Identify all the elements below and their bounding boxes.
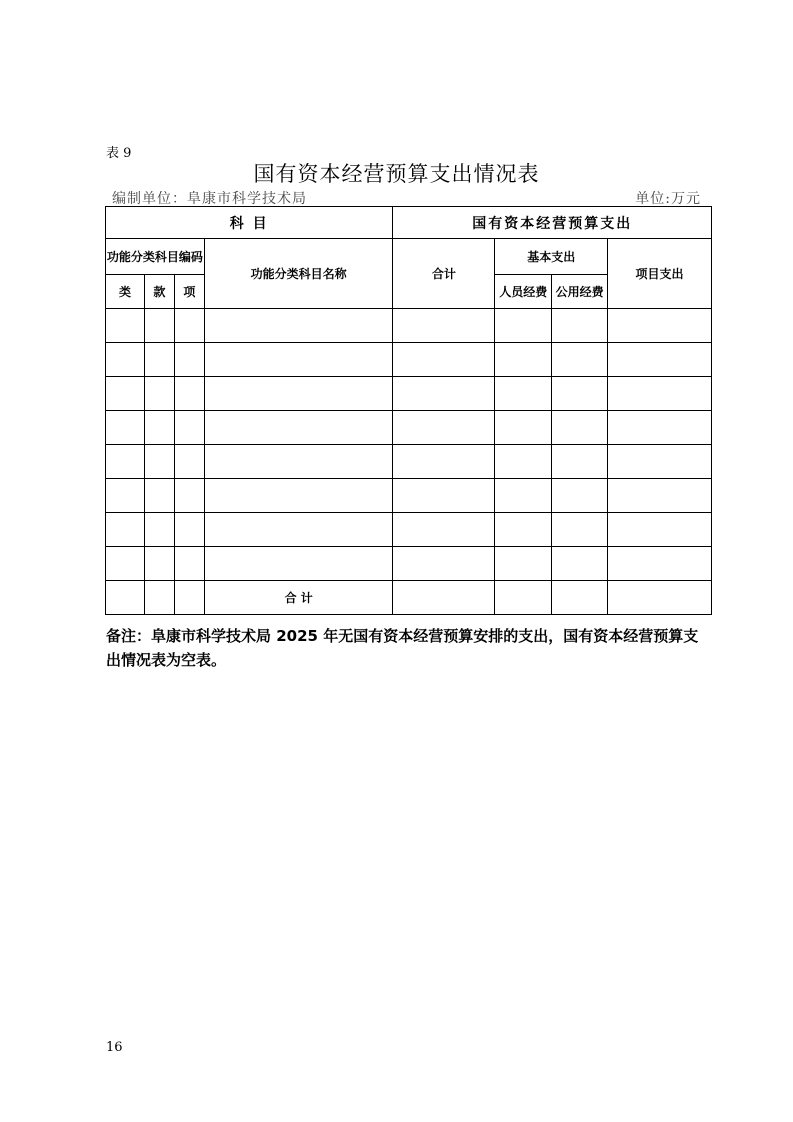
table-cell — [144, 411, 174, 445]
table-cell — [393, 343, 495, 377]
table-row — [106, 377, 712, 411]
table-cell — [106, 343, 145, 377]
total-project — [608, 581, 712, 615]
table-cell — [393, 377, 495, 411]
table-cell — [144, 309, 174, 343]
header-basic: 基本支出 — [495, 239, 608, 275]
table-cell — [106, 411, 145, 445]
remark-note: 备注：阜康市科学技术局 2025 年无国有资本经营预算安排的支出，国有资本经营预算支出情况表为空表。 — [106, 627, 699, 669]
table-cell — [204, 377, 393, 411]
currency-unit: 单位:万元 — [635, 191, 701, 207]
total-lei — [106, 581, 145, 615]
table-row — [106, 309, 712, 343]
footer-total-label: 合 计 — [204, 581, 393, 615]
table-cell — [608, 479, 712, 513]
table-cell — [393, 445, 495, 479]
header-subject: 科 目 — [106, 207, 393, 239]
table-cell — [552, 445, 608, 479]
table-row — [106, 343, 712, 377]
header-personnel: 人员经费 — [495, 275, 552, 309]
header-project: 项目支出 — [608, 239, 712, 309]
table-cell — [204, 479, 393, 513]
total-xiang — [174, 581, 204, 615]
table-row — [106, 547, 712, 581]
table-cell — [495, 309, 552, 343]
header-code: 功能分类科目编码 — [106, 239, 205, 275]
table-cell — [144, 377, 174, 411]
table-cell — [495, 377, 552, 411]
table-cell — [608, 343, 712, 377]
table-cell — [174, 513, 204, 547]
table-cell — [393, 513, 495, 547]
table-cell — [174, 411, 204, 445]
table-cell — [552, 513, 608, 547]
header-kuan: 款 — [144, 275, 174, 309]
table-cell — [552, 479, 608, 513]
total-kuan — [144, 581, 174, 615]
table-cell — [204, 547, 393, 581]
total-sum — [393, 581, 495, 615]
header-xiang: 项 — [174, 275, 204, 309]
table-cell — [174, 343, 204, 377]
table-cell — [204, 445, 393, 479]
table-cell — [174, 309, 204, 343]
table-cell — [608, 513, 712, 547]
table-cell — [495, 343, 552, 377]
table-cell — [608, 445, 712, 479]
table-cell — [106, 377, 145, 411]
table-cell — [174, 377, 204, 411]
table-cell — [144, 547, 174, 581]
table-number: 表 9 — [106, 146, 132, 161]
total-personnel — [495, 581, 552, 615]
table-cell — [174, 479, 204, 513]
table-cell — [608, 547, 712, 581]
compiling-unit: 编制单位：阜康市科学技术局 — [112, 191, 307, 207]
header-name: 功能分类科目名称 — [204, 239, 393, 309]
table-cell — [552, 309, 608, 343]
table-cell — [174, 445, 204, 479]
table-cell — [204, 513, 393, 547]
table-cell — [144, 343, 174, 377]
table-row — [106, 411, 712, 445]
table-cell — [552, 411, 608, 445]
table-cell — [106, 513, 145, 547]
table-cell — [495, 445, 552, 479]
table-cell — [144, 445, 174, 479]
table-cell — [608, 377, 712, 411]
table-cell — [495, 547, 552, 581]
table-cell — [552, 547, 608, 581]
table-cell — [106, 479, 145, 513]
table-cell — [393, 411, 495, 445]
budget-table — [105, 206, 712, 615]
table-row — [106, 479, 712, 513]
table-cell — [106, 445, 145, 479]
table-cell — [495, 513, 552, 547]
table-cell — [204, 411, 393, 445]
table-cell — [552, 377, 608, 411]
table-cell — [608, 411, 712, 445]
table-cell — [106, 309, 145, 343]
document-title: 国有资本经营预算支出情况表 — [253, 162, 540, 186]
table-row — [106, 513, 712, 547]
header-lei: 类 — [106, 275, 145, 309]
table-cell — [144, 479, 174, 513]
header-expense: 国有资本经营预算支出 — [393, 207, 712, 239]
table-cell — [495, 411, 552, 445]
table-cell — [393, 309, 495, 343]
total-public — [552, 581, 608, 615]
table-row — [106, 445, 712, 479]
table-cell — [495, 479, 552, 513]
header-total: 合计 — [393, 239, 495, 309]
table-cell — [174, 547, 204, 581]
header-public: 公用经费 — [552, 275, 608, 309]
table-cell — [552, 343, 608, 377]
table-cell — [608, 309, 712, 343]
table-cell — [393, 479, 495, 513]
table-cell — [204, 309, 393, 343]
table-cell — [144, 513, 174, 547]
table-cell — [393, 547, 495, 581]
page-number: 16 — [106, 1040, 123, 1055]
table-cell — [106, 547, 145, 581]
table-cell — [204, 343, 393, 377]
